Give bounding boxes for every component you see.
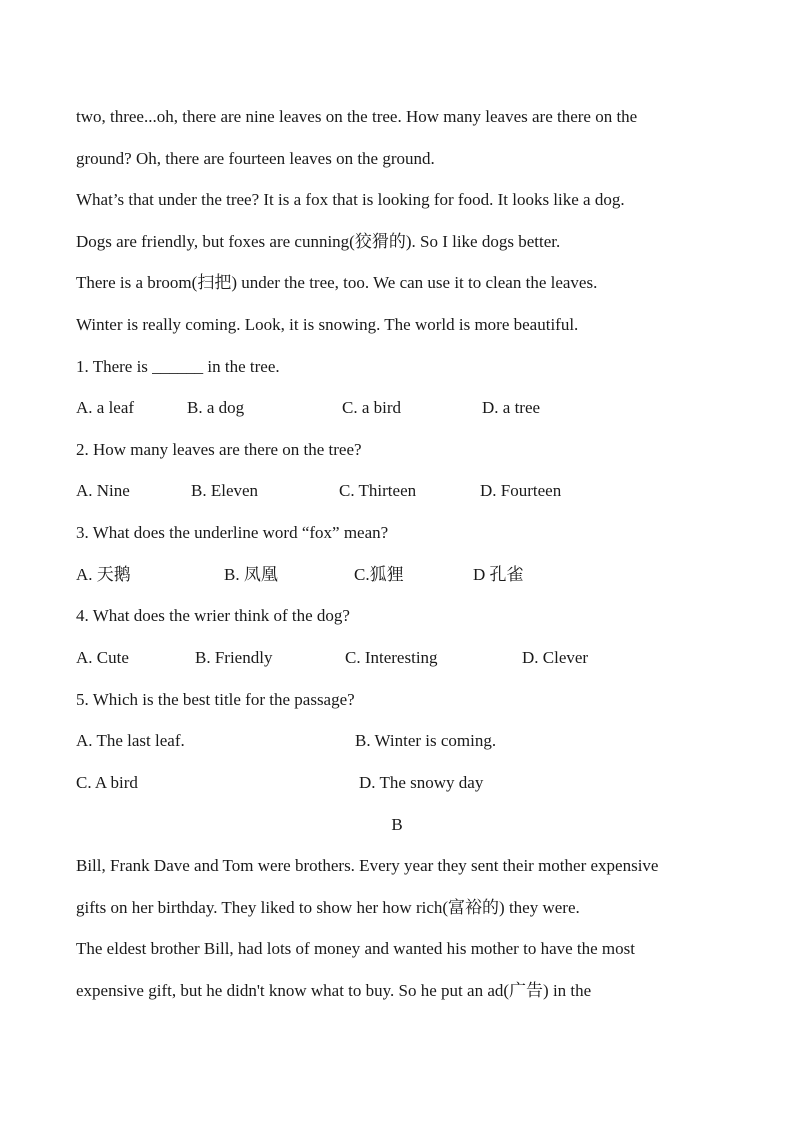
- question-5-option-b: B. Winter is coming.: [355, 731, 497, 750]
- question-5-stem: 5. Which is the best title for the passage?: [76, 690, 355, 709]
- question-2-option-d: D. Fourteen: [480, 481, 562, 500]
- question-3-option-d: D 孔雀: [473, 565, 524, 584]
- question-1-option-b: B. a dog: [187, 398, 245, 417]
- question-2-option-a: A. Nine: [76, 481, 130, 500]
- question-5-option-a: A. The last leaf.: [76, 731, 185, 750]
- question-2-stem: 2. How many leaves are there on the tree?: [76, 440, 362, 459]
- question-5-option-d: D. The snowy day: [359, 773, 484, 792]
- question-3-option-b: B. 凤凰: [224, 565, 278, 584]
- question-4-option-a: A. Cute: [76, 648, 129, 667]
- question-3-option-a: A. 天鹅: [76, 565, 131, 584]
- question-1-option-d: D. a tree: [482, 398, 541, 417]
- passage-line: gifts on her birthday. They liked to show her how rich(富裕的) they were.: [76, 898, 580, 917]
- question-4-option-c: C. Interesting: [345, 648, 438, 667]
- passage-line: Bill, Frank Dave and Tom were brothers. Every year they sent their mother expensive: [76, 856, 659, 875]
- passage-line: There is a broom(扫把) under the tree, too. We can use it to clean the leaves.: [76, 273, 598, 292]
- passage-line: two, three...oh, there are nine leaves on the tree. How many leaves are there on the: [76, 107, 638, 126]
- question-3-stem: 3. What does the underline word “fox” mean?: [76, 523, 389, 542]
- question-1-option-c: C. a bird: [342, 398, 402, 417]
- passage-line: expensive gift, but he didn't know what to buy. So he put an ad(广告) in the: [76, 981, 592, 1000]
- section-b-heading: B: [391, 815, 403, 834]
- passage-line: Winter is really coming. Look, it is snowing. The world is more beautiful.: [76, 315, 579, 334]
- question-5-option-c: C. A bird: [76, 773, 138, 792]
- question-3-option-c: C.狐狸: [354, 565, 404, 584]
- question-1-option-a: A. a leaf: [76, 398, 135, 417]
- question-2-option-c: C. Thirteen: [339, 481, 417, 500]
- passage-line: ground? Oh, there are fourteen leaves on the ground.: [76, 149, 435, 168]
- passage-line: The eldest brother Bill, had lots of money and wanted his mother to have the most: [76, 939, 635, 958]
- passage-line: Dogs are friendly, but foxes are cunning(狡猾的). So I like dogs better.: [76, 232, 561, 251]
- question-1-stem: 1. There is ______ in the tree.: [76, 357, 280, 376]
- question-4-option-d: D. Clever: [522, 648, 589, 667]
- question-4-option-b: B. Friendly: [195, 648, 273, 667]
- question-4-stem: 4. What does the wrier think of the dog?: [76, 606, 350, 625]
- passage-line: What’s that under the tree? It is a fox that is looking for food. It looks like a dog.: [76, 190, 625, 209]
- question-2-option-b: B. Eleven: [191, 481, 259, 500]
